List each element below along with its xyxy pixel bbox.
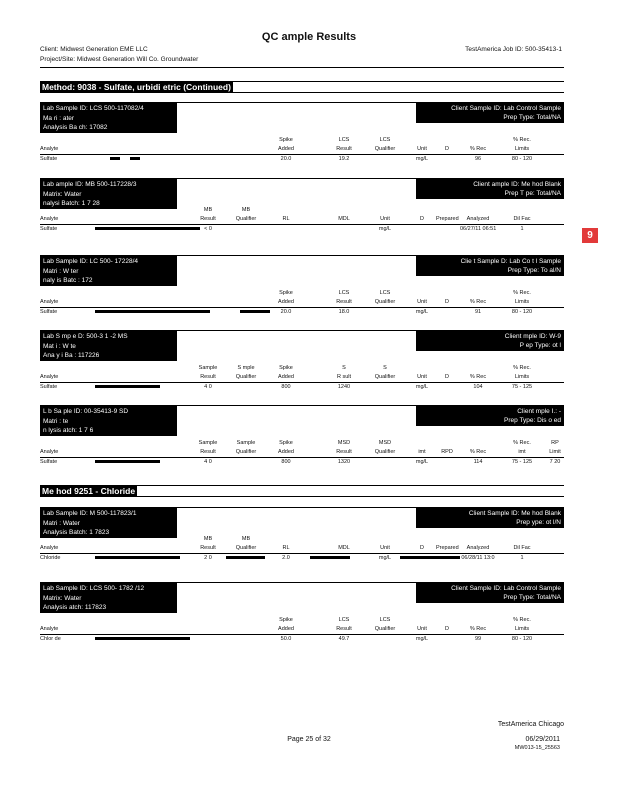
redaction-bar (95, 227, 200, 230)
table-cell: 99 (474, 636, 482, 642)
column-header-top: Spike (279, 137, 293, 143)
table-cell: mg/L (415, 636, 429, 642)
column-header: Added (278, 626, 294, 632)
client-sample-line: Client mple ID: W-9 (504, 333, 561, 340)
page-number: Page 25 of 32 (287, 736, 331, 743)
column-header: Analyzed (466, 545, 490, 551)
project-line: Project/Site: Midwest Generation Will Co. Groundwater (40, 56, 199, 63)
redaction-bar (130, 157, 140, 160)
sample-info-line: Matri : W ter (43, 267, 79, 275)
redaction-bar (400, 556, 460, 559)
sample-info-line: Lab ample ID: MB 500-117228/3 (43, 181, 137, 188)
table-cell: 19.2 (338, 156, 350, 162)
client-sample-line: Client mple I.: - (517, 408, 561, 415)
client-sample-box (416, 508, 564, 528)
table-row (40, 457, 564, 466)
footer-lab: TestAmerica Chicago (497, 721, 564, 728)
redaction-bar (95, 310, 210, 313)
sample-info-box (40, 103, 177, 133)
sample-info-line: Analysis atch: 117823 (43, 604, 107, 611)
column-header-top: LCS (338, 617, 350, 623)
column-header: Result (336, 626, 352, 632)
column-header: Unit (417, 374, 427, 380)
column-header: Result (336, 299, 352, 305)
client-sample-line: Client ample ID: Me hod Blank (473, 181, 561, 188)
sample-info-line: L b Sa ple ID: 00-35413-9 SD (43, 408, 129, 415)
table-cell: 20.0 (280, 309, 292, 315)
table-cell: mg/L (378, 226, 392, 232)
client-sample-line: Clie t Sample D: Lab Co t l Sample (460, 258, 561, 265)
table-cell: 75 - 125 (511, 384, 533, 390)
column-header-top: Spike (279, 440, 293, 446)
column-header: Prepared (436, 216, 459, 222)
table-cell: 800 (281, 384, 291, 390)
column-header: Limit (549, 449, 561, 455)
sample-info-line: Analysis Ba ch: 17082 (43, 124, 108, 131)
table-cell: 75 - 125 (511, 459, 533, 465)
table-cell: 114 (473, 459, 483, 465)
table-cell: < 0 (204, 226, 212, 232)
column-header: Result (200, 449, 216, 455)
column-header-top: LCS (338, 290, 350, 296)
page-title: QC ample Results (261, 31, 357, 43)
column-header: Qualifier (374, 626, 396, 632)
column-header: Result (336, 146, 352, 152)
qc-block (40, 507, 564, 577)
table-cell: 104 (473, 384, 483, 390)
qc-block (40, 178, 564, 248)
column-header-top: % Rec. (513, 365, 531, 371)
column-header: R sult (336, 374, 352, 380)
sample-info-line: Matrix: Water (43, 594, 82, 602)
table-cell: 1 (520, 555, 524, 561)
column-header: Result (200, 216, 216, 222)
column-header: % Rec (469, 299, 487, 305)
header-rule (40, 67, 564, 68)
client-sample-line: Prep Type: Total/NA (503, 594, 561, 601)
column-header: Qualifier (374, 374, 396, 380)
table-cell: Chlor de (40, 636, 61, 642)
column-header: Added (278, 374, 294, 380)
sample-info-line: Matri : te (43, 417, 69, 425)
column-header: Result (200, 545, 216, 551)
section-tab-badge[interactable]: 9 (582, 228, 598, 243)
client-sample-box (416, 256, 564, 276)
table-cell: 4 0 (204, 384, 212, 390)
column-header: % Rec (469, 146, 487, 152)
table-cell: Sulfate (40, 156, 58, 162)
client-sample-line: Client Sample ID: Lab Control Sample (451, 105, 561, 112)
column-header-top: % Rec. (513, 137, 531, 143)
table-cell: 80 - 120 (511, 156, 533, 162)
table-cell: 80 - 120 (511, 636, 533, 642)
column-header: Unit (380, 216, 390, 222)
sample-info-box (40, 179, 177, 209)
column-header: MDL (338, 545, 350, 551)
column-header: Unit (380, 545, 390, 551)
column-header: % Rec (469, 626, 487, 632)
column-header-top: MB (241, 207, 251, 213)
table-row (40, 307, 564, 316)
footer-date: 06/29/2011 (525, 736, 560, 743)
client-sample-line: Client Sample ID: Lab Control Sample (451, 585, 561, 592)
column-header: imt (518, 449, 526, 455)
client-sample-line: P ep Type: ot l (519, 342, 561, 349)
table-row (40, 154, 564, 163)
table-cell: mg/L (415, 309, 429, 315)
table-cell: 20.0 (280, 156, 292, 162)
column-header: D (445, 299, 449, 305)
sample-info-line: Lab Sample ID: M 500-117823/1 (43, 510, 137, 517)
column-header-top: MB (203, 207, 213, 213)
table-cell: 4 0 (204, 459, 212, 465)
table-cell: 800 (281, 459, 291, 465)
method-title: Method: 9038 - Sulfate, urbidi etric (Continued) (42, 82, 231, 92)
client-sample-box (416, 583, 564, 603)
client-sample-line: Prep Type: Total/NA (503, 114, 561, 121)
sample-info-line: n lysis atch: 1 7 6 (43, 427, 94, 434)
client-sample-box (416, 179, 564, 199)
column-header-top: Spike (279, 365, 293, 371)
method-header (40, 81, 564, 93)
column-header: Analyte (40, 545, 59, 551)
sample-info-line: Lab S mp e D: 500-3 1 -2 MS (43, 333, 128, 340)
column-header-top: Spike (279, 290, 293, 296)
column-header: Prepared (436, 545, 459, 551)
redaction-bar (95, 385, 160, 388)
column-header-top: % Rec. (513, 440, 531, 446)
client-sample-line: Client Sample ID: Me hod Blank (468, 510, 561, 517)
column-header: Unit (417, 146, 427, 152)
column-header: Dil Fac (513, 545, 531, 551)
redaction-bar (110, 157, 120, 160)
column-header: Qualifier (235, 216, 257, 222)
column-header: Qualifier (235, 374, 257, 380)
table-cell: Sulfate (40, 226, 58, 232)
column-header: Limits (514, 626, 530, 632)
column-header: Limits (514, 374, 530, 380)
qc-block (40, 405, 564, 475)
table-row (40, 382, 564, 391)
table-cell: 06/27/11 06:51 (460, 226, 497, 232)
column-header-top: % Rec. (513, 290, 531, 296)
table-cell: Sulfate (40, 459, 58, 465)
table-cell: mg/L (415, 459, 429, 465)
client-sample-line: Prep Type: Dis o ed (504, 417, 561, 424)
redaction-bar (226, 556, 265, 559)
table-cell: 1 (520, 226, 524, 232)
sample-info-line: Ma ri : ater (43, 114, 75, 122)
sample-info-line: naly is Batc : 172 (43, 277, 93, 284)
column-header-top: MB (203, 536, 213, 542)
table-cell: 2.0 (282, 555, 290, 561)
table-cell: Sulfate (40, 309, 58, 315)
table-cell: mg/L (378, 555, 392, 561)
column-header: MDL (338, 216, 350, 222)
footer-code: MW013-15_25563 (514, 745, 560, 751)
table-cell: 80 - 120 (511, 309, 533, 315)
column-header: Result (336, 449, 352, 455)
sample-info-line: Lab Sample ID: LC 500- 17228/4 (43, 258, 139, 265)
column-header-top: S (383, 365, 387, 371)
column-header: Added (278, 299, 294, 305)
qc-block (40, 102, 564, 172)
column-header: Analyzed (466, 216, 490, 222)
column-header-top: Spike (279, 617, 293, 623)
sample-info-line: Matri : Water (43, 519, 80, 527)
column-header-top: LCS (379, 617, 391, 623)
column-header-top: Sample (198, 365, 218, 371)
column-header-top: S mple (237, 365, 255, 371)
column-header: Added (278, 146, 294, 152)
column-header: D (445, 146, 449, 152)
column-header-top: MB (241, 536, 251, 542)
column-header: Analyte (40, 374, 59, 380)
column-header: RL (282, 216, 290, 222)
column-header: Qualifier (374, 146, 396, 152)
table-row (40, 634, 564, 643)
column-header-top: LCS (338, 137, 350, 143)
table-cell: Chloride (40, 555, 61, 561)
sample-info-line: Analysis Batch: 1 7823 (43, 529, 110, 536)
table-cell: 1240 (337, 384, 351, 390)
client-sample-box (416, 331, 564, 351)
column-header: Unit (417, 299, 427, 305)
column-header-top: RP (551, 440, 559, 446)
column-header: Dil Fac (513, 216, 531, 222)
column-header: RPD (441, 449, 453, 455)
column-header: Qualifier (235, 449, 257, 455)
column-header: Qualifier (374, 449, 396, 455)
redaction-bar (240, 310, 270, 313)
client-sample-line: Prep Type: To al/N (507, 267, 561, 274)
column-header: Qualifier (374, 299, 396, 305)
client-sample-line: Prep ype: ot l/N (516, 519, 561, 526)
column-header: D (445, 374, 449, 380)
column-header: Limits (514, 299, 530, 305)
column-header: Analyte (40, 626, 59, 632)
job-id: TestAmerica Job ID: 500-35413-1 (465, 46, 562, 53)
table-row (40, 224, 564, 233)
table-cell: 49.7 (338, 636, 350, 642)
column-header: D (445, 626, 449, 632)
column-header-top: S (342, 365, 346, 371)
client-sample-box (416, 406, 564, 426)
qc-block (40, 330, 564, 400)
redaction-bar (95, 556, 180, 559)
column-header: Analyte (40, 216, 59, 222)
table-cell: 50.0 (280, 636, 292, 642)
sample-info-line: nalysi Batch: 1 7 28 (43, 200, 100, 207)
table-row (40, 553, 564, 562)
table-cell: Sulfate (40, 384, 58, 390)
sample-info-box (40, 406, 177, 436)
column-header: D (420, 216, 424, 222)
column-header: Unit (417, 626, 427, 632)
redaction-bar (95, 460, 160, 463)
client-sample-line: Prep T pe: Total/NA (504, 190, 561, 197)
column-header-top: LCS (379, 290, 391, 296)
column-header: Qualifier (235, 545, 257, 551)
column-header: Analyte (40, 146, 59, 152)
table-cell: 7 20 (549, 459, 561, 465)
column-header: Analyte (40, 449, 59, 455)
column-header: Result (200, 374, 216, 380)
sample-info-box (40, 508, 177, 538)
column-header: imt (418, 449, 426, 455)
column-header-top: MSD (337, 440, 351, 446)
table-cell: 96 (474, 156, 482, 162)
qc-block (40, 255, 564, 325)
client-line: Client: Midwest Generation EME LLC (40, 46, 148, 53)
method-title: Me hod 9251 - Chloride (42, 486, 136, 496)
column-header-top: Sample (236, 440, 256, 446)
sample-info-line: Mat i : W te (43, 342, 76, 350)
column-header-top: MSD (378, 440, 392, 446)
sample-info-box (40, 331, 177, 361)
column-header: Analyte (40, 299, 59, 305)
table-cell: 91 (474, 309, 482, 315)
table-cell: mg/L (415, 156, 429, 162)
redaction-bar (310, 556, 350, 559)
column-header: RL (282, 545, 290, 551)
qc-block (40, 582, 564, 652)
column-header: % Rec (469, 374, 487, 380)
sample-info-box (40, 256, 177, 286)
client-sample-box (416, 103, 564, 123)
sample-info-line: Matrix: Water (43, 190, 82, 198)
column-header-top: LCS (379, 137, 391, 143)
column-header: D (420, 545, 424, 551)
table-cell: 06/28/11 13:0 (461, 555, 495, 561)
column-header: Limits (514, 146, 530, 152)
table-cell: 2 0 (204, 555, 212, 561)
column-header-top: Sample (198, 440, 218, 446)
sample-info-line: Lab Sample ID: LCS 500- 1782 /12 (43, 585, 145, 592)
column-header: % Rec (469, 449, 487, 455)
redaction-bar (95, 637, 190, 640)
column-header-top: % Rec. (513, 617, 531, 623)
table-cell: 1320 (337, 459, 351, 465)
table-cell: 18.0 (338, 309, 350, 315)
table-cell: mg/L (415, 384, 429, 390)
sample-info-line: Lab Sample ID: LCS 500-117082/4 (43, 105, 144, 112)
column-header: Added (278, 449, 294, 455)
method-header (40, 485, 564, 497)
sample-info-box (40, 583, 177, 613)
sample-info-line: Ana y i Ba : 117226 (43, 352, 100, 359)
